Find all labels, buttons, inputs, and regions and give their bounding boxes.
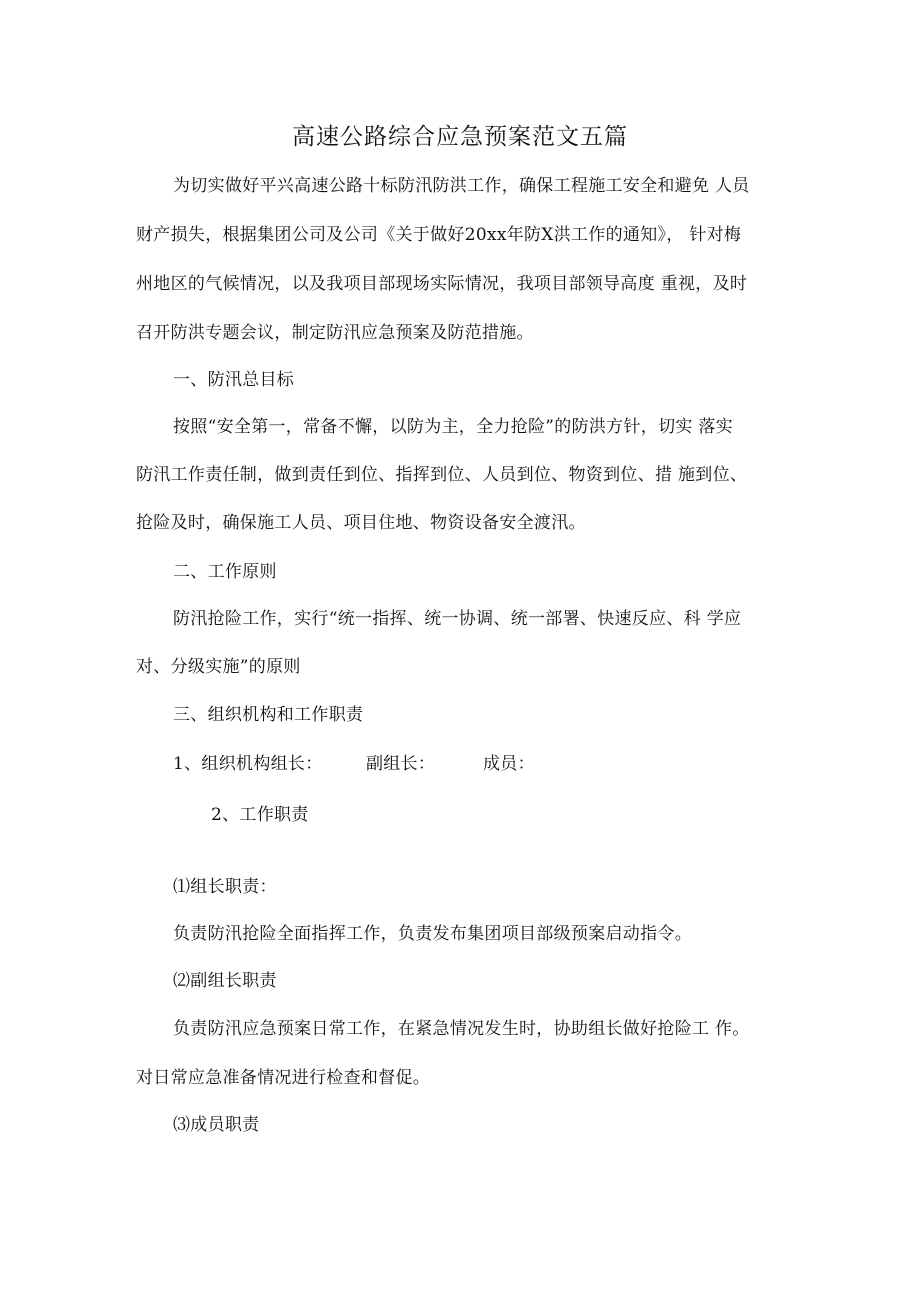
deputy-duty-heading: ⑵副组长职责 — [173, 971, 277, 991]
org-deputy-label: 副组长： — [366, 754, 436, 774]
leader-duty-heading: ⑴组长职责： — [173, 877, 277, 897]
section2-line-2: 对、分级实施”的原则 — [136, 657, 301, 677]
section1-line-1: 按照“安全第一，常备不懈，以防为主，全力抢险”的防洪方针，切实 落实 — [173, 417, 733, 437]
section1-line-2: 防汛工作责任制，做到责任到位、指挥到位、人员到位、物资到位、措 施到位、 — [136, 465, 748, 485]
intro-line-4: 召开防洪专题会议，制定防汛应急预案及防范措施。 — [136, 323, 534, 343]
leader-duty-text: 负责防汛抢险全面指挥工作，负责发布集团项目部级预案启动指令。 — [173, 924, 692, 944]
intro-line-1: 为切实做好平兴高速公路十标防汛防洪工作，确保工程施工安全和避免 人员 — [173, 176, 750, 196]
section2-line-1: 防汛抢险工作，实行“统一指挥、统一协调、统一部署、快速反应、科 学应 — [173, 609, 742, 629]
intro-line-2: 财产损失，根据集团公司及公司《关于做好20xx年防X洪工作的通知》， 针对梅 — [136, 225, 742, 245]
org-members-label: 成员： — [483, 754, 535, 774]
section1-line-3: 抢险及时，确保施工人员、项目住地、物资设备安全渡汛。 — [136, 513, 586, 533]
document-title: 高速公路综合应急预案范文五篇 — [292, 124, 628, 150]
section-heading-2: 二、工作原则 — [173, 562, 277, 582]
org-leader-label: 1、组织机构组长： — [173, 754, 323, 774]
section-heading-1: 一、防汛总目标 — [173, 370, 295, 390]
duties-heading: 2、工作职责 — [211, 805, 309, 825]
deputy-duty-line-1: 负责防汛应急预案日常工作，在紧急情况发生时，协助组长做好抢险工 作。 — [173, 1019, 750, 1039]
deputy-duty-line-2: 对日常应急准备情况进行检查和督促。 — [136, 1068, 431, 1088]
section-heading-3: 三、组织机构和工作职责 — [173, 705, 364, 725]
member-duty-heading: ⑶成员职责 — [173, 1115, 260, 1135]
intro-line-3: 州地区的气候情况，以及我项目部现场实际情况，我项目部领导高度 重视，及时 — [136, 274, 748, 294]
